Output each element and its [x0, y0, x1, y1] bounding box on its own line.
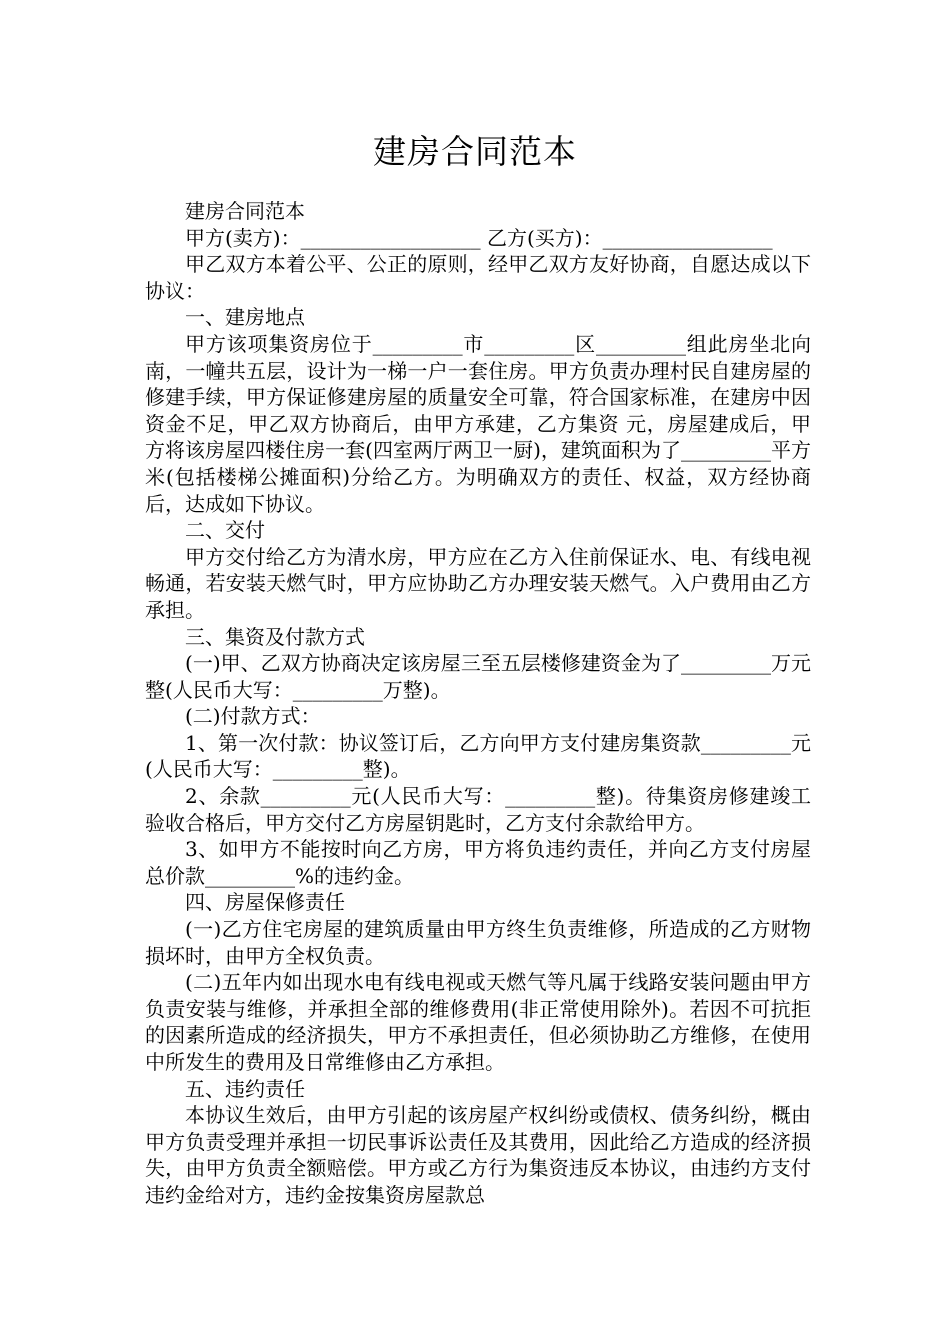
paragraph-intro: 甲乙双方本着公平、公正的原则，经甲乙双方友好协商，自愿达成以下协议： [145, 252, 811, 303]
paragraph-parties: 甲方(卖方)：__________________ 乙方(买方)：_________________ [185, 225, 773, 250]
paragraph-warranty-1: (一)乙方住宅房屋的建筑质量由甲方终生负责维修，所造成的乙方财物损坏时，由甲方全权负责。 [145, 917, 811, 968]
section-heading-warranty: 四、房屋保修责任 [185, 890, 345, 915]
paragraph-breach: 本协议生效后，由甲方引起的该房屋产权纠纷或债权、债务纠纷，概由甲方负责受理并承担一切民事诉讼责任及其费用，因此给乙方造成的经济损失，由甲方负责全额赔偿。甲方或乙方行为集资违反本协议，由违约方支付违约金给对方，违约金按集资房屋款总 [145, 1103, 811, 1207]
paragraph-warranty-2: (二)五年内如出现水电有线电视或天燃气等凡属于线路安装问题由甲方负责安装与维修，并承担全部的维修费用(非正常使用除外)。若因不可抗拒的因素所造成的经济损失，甲方不承担责任，但必须协助乙方维修，在使用中所发生的费用及日常维修由乙方承担。 [145, 970, 811, 1074]
paragraph-first-payment: 1、第一次付款：协议签订后，乙方向甲方支付建房集资款_________元(人民币大写：_________整)。 [145, 730, 811, 782]
section-heading-location: 一、建房地点 [185, 305, 305, 330]
paragraph-late-penalty: 3、如甲方不能按时向乙方房，甲方将负违约责任，并向乙方支付房屋总价款_________%的违约金。 [145, 837, 811, 888]
paragraph-location: 甲方该项集资房位于_________市_________区_________组此房坐北向南，一幢共五层，设计为一梯一户一套住房。甲方负责办理村民自建房屋的修建手续，甲方保证修建房屋的质量安全可靠，符合国家标准，在建房中因资金不足，甲乙双方协商后，由甲方承建，乙方集资 元，房屋建成后，甲方将该房屋四楼住房一套(四室两厅两卫一厨)，建筑面积为了_________平方米(包括楼梯公摊面积)分给乙方。为明确双方的责任、权益，双方经协商后，达成如下协议。 [145, 331, 811, 516]
document-body [145, 198, 811, 1209]
paragraph-heading: 建房合同范本 [185, 199, 305, 223]
paragraph-payment-method: (二)付款方式： [185, 704, 321, 729]
paragraph-payment-amount: (一)甲、乙双方协商决定该房屋三至五层楼修建资金为了_________万元整(人民币大写：_________万整)。 [145, 651, 811, 702]
document-title: 建房合同范本 [373, 132, 577, 171]
paragraph-delivery: 甲方交付给乙方为清水房，甲方应在乙方入住前保证水、电、有线电视畅通，若安装天燃气时，甲方应协助乙方办理安装天燃气。入户费用由乙方承担。 [145, 544, 811, 622]
section-heading-breach: 五、违约责任 [185, 1076, 305, 1101]
section-heading-delivery: 二、交付 [185, 518, 265, 543]
section-heading-payment: 三、集资及付款方式 [185, 624, 365, 649]
paragraph-balance-payment: 2、余款_________元(人民币大写：_________整)。待集资房修建竣工验收合格后，甲方交付乙方房屋钥匙时，乙方支付余款给甲方。 [145, 784, 811, 835]
